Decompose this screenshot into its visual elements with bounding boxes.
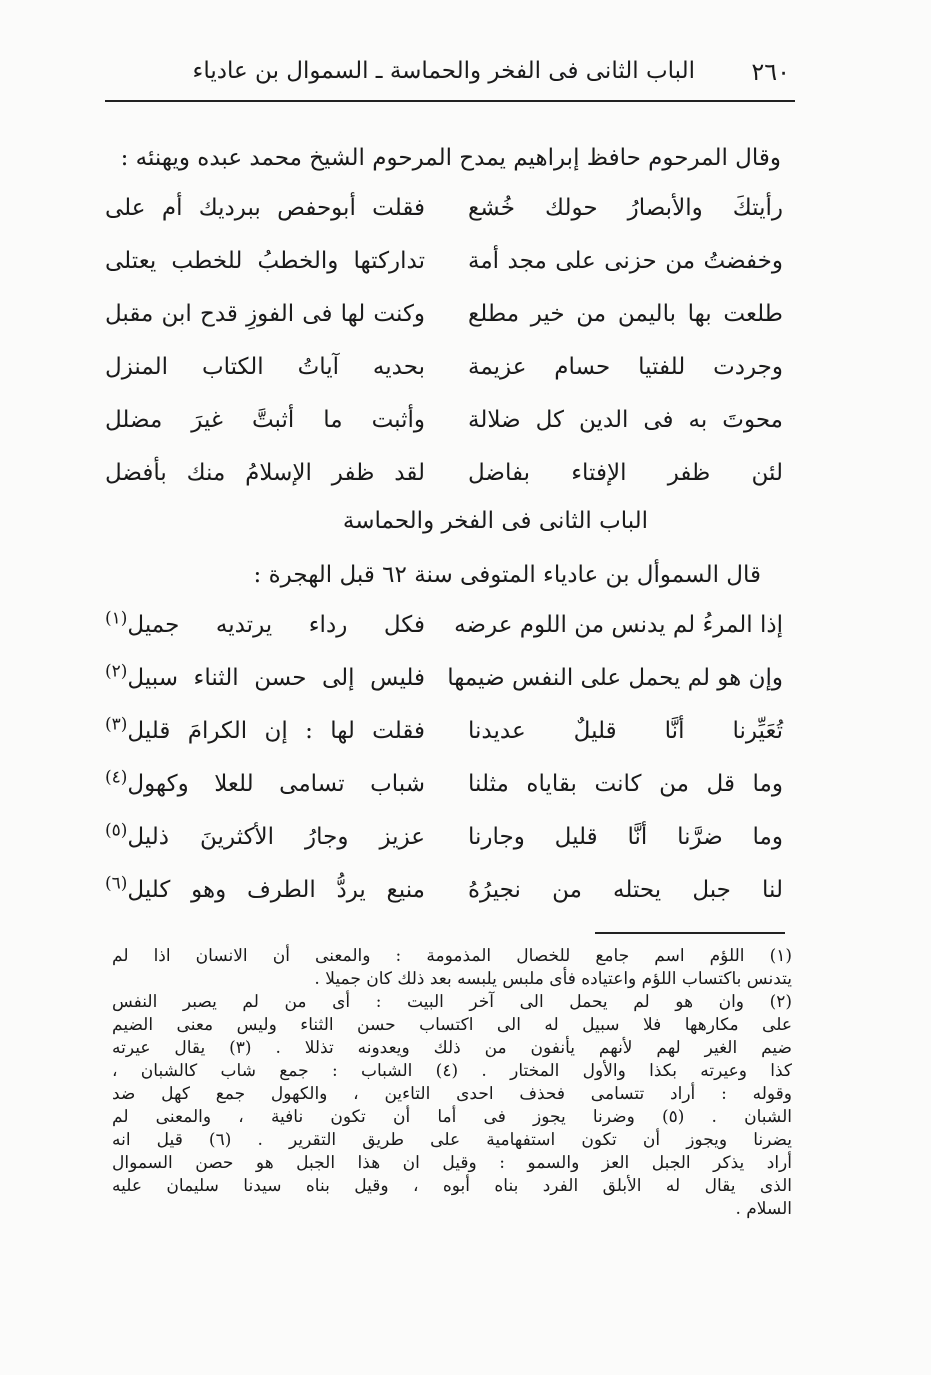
footnote-line: الذى يقال له الأبلق الفرد بناه أبوه ، وقيل بناه سيدنا سليمان عليه — [112, 1176, 792, 1196]
verse-second-hemistich — [105, 767, 425, 797]
verse-second-hemistich-text: تداركتها والخطبُ للخطب يعتلى — [105, 248, 425, 274]
verse-second-hemistich — [105, 608, 425, 638]
verse-second-hemistich-text: وكنت لها فى الفوزِ قدح ابن مقبل — [105, 301, 425, 327]
verse-first-hemistich: طلعت بها باليمن من خير مطلع — [468, 301, 783, 327]
verse-second-hemistich-text: وأثبت ما أثبتَّ غيرَ مضلل — [105, 407, 425, 433]
verse-first-hemistich: لنا جبل يحتله من نجيرُهُ — [468, 877, 783, 903]
verse-first-hemistich: رأيتكَ والأبصارُ حولك خُشع — [468, 195, 783, 221]
verse-second-hemistich-text: لقد ظفر الإسلامُ منك بأفضل — [105, 460, 425, 486]
footnote-marker: (٣) — [105, 714, 128, 735]
verse-second-hemistich — [105, 354, 425, 380]
footnote-line: وقوله : أراد تتسامى فحذف احدى التاءين ، والكهول جمع كهل ضد — [112, 1084, 792, 1104]
footnote-marker: (٢) — [105, 661, 128, 682]
verse-second-hemistich — [105, 248, 425, 274]
footnotes — [112, 945, 792, 1221]
verse-first-hemistich: وجردت للفتيا حسام عزيمة — [468, 354, 783, 380]
verse-first-hemistich: محوتَ به فى الدين كل ضلالة — [468, 407, 783, 433]
verse-second-hemistich — [105, 820, 425, 850]
footnote-rule — [595, 932, 785, 934]
page-number: ٢٦٠ — [751, 58, 790, 86]
footnote-line: يتدنس باكتساب اللؤم واعتياده فأى ملبس يلبسه بعد ذلك كان جميلا . — [314, 969, 792, 989]
verse-line — [105, 407, 783, 443]
running-header-title: الباب الثانى فى الفخر والحماسة ـ السموال بن عادياء — [192, 58, 695, 84]
verse-line — [105, 661, 783, 701]
footnote-line: الشبان . (٥) وضرنا يجوز فى أما أن تكون نافية ، والمعنى لم — [112, 1107, 792, 1127]
footnote-line: كذا وعيرته بكذا والأول المختار . (٤) الشباب : جمع شاب كالشبان ، — [112, 1061, 792, 1081]
verse-second-hemistich — [105, 195, 425, 221]
verse-second-hemistich — [105, 714, 425, 744]
verse-line — [105, 301, 783, 337]
intro-line-hafez: وقال المرحوم حافظ إبراهيم يمدح المرحوم الشيخ محمد عبده ويهنئه : — [120, 145, 781, 171]
verse-second-hemistich-text: فقلت أبوحفص ببرديك أم على — [105, 195, 425, 221]
running-header — [140, 56, 790, 96]
verse-second-hemistich-text: فكل رداء يرتديه جميل — [127, 612, 425, 638]
verse-first-hemistich: وما قل من كانت بقاياه مثلنا — [468, 771, 783, 797]
footnote-line: ضيم الغير لهم لأنهم يأنفون من ذلك ويعدونه تذللا . (٣) يقال عيرته — [112, 1038, 792, 1058]
verse-first-hemistich: وإن هو لم يحمل على النفس ضيمها — [447, 665, 783, 691]
verse-second-hemistich-text: بحديه آياتُ الكتاب المنزل — [105, 354, 425, 380]
verse-line — [105, 767, 783, 807]
verse-line — [105, 248, 783, 284]
verse-line — [105, 714, 783, 754]
verse-second-hemistich — [105, 460, 425, 486]
footnote-marker: (٦) — [105, 873, 128, 894]
header-rule — [105, 100, 795, 102]
intro-line-samawal: قال السموأل بن عادياء المتوفى سنة ٦٢ قبل الهجرة : — [253, 562, 761, 588]
verse-second-hemistich — [105, 407, 425, 433]
footnote-marker: (٤) — [105, 767, 128, 788]
footnote-marker: (٥) — [105, 820, 128, 841]
verse-second-hemistich-text: عزيز وجارُ الأكثرينَ ذليل — [127, 824, 425, 850]
section-heading: الباب الثانى فى الفخر والحماسة — [342, 508, 649, 534]
footnote-marker: (١) — [105, 608, 128, 629]
verse-first-hemistich: وخفضتُ من حزنى على مجد أمة — [468, 248, 783, 274]
footnote-line: (٢) وان هو لم يحمل الى آخر البيت : أى من لم يصبر النفس — [112, 992, 792, 1012]
verse-first-hemistich: تُعَيِّرنا أنَّا قليلٌ عديدنا — [468, 718, 783, 744]
footnote-line: على مكارهها فلا سبيل له الى اكتساب حسن الثناء وليس معنى الضيم — [112, 1015, 792, 1035]
verse-line — [105, 354, 783, 390]
verse-line — [105, 195, 783, 231]
footnote-line: السلام . — [735, 1199, 792, 1219]
verse-second-hemistich — [105, 301, 425, 327]
verse-first-hemistich: إذا المرءُ لم يدنس من اللوم عرضه — [454, 612, 783, 638]
footnote-line: (١) اللؤم اسم جامع للخصال المذمومة : والمعنى أن الانسان اذا لم — [112, 946, 792, 966]
verse-line — [105, 608, 783, 648]
verse-second-hemistich — [105, 661, 425, 691]
footnote-line: أراد يذكر الجبل العز والسمو : وقيل ان هذا الجبل هو حصن السموال — [112, 1153, 792, 1173]
verse-second-hemistich-text: فقلت لها : إن الكرامَ قليل — [127, 718, 425, 744]
verse-second-hemistich — [105, 873, 425, 903]
verse-second-hemistich-text: منيع يردُّ الطرف وهو كليل — [127, 877, 425, 903]
verse-line — [105, 460, 783, 496]
verse-line — [105, 873, 783, 913]
footnote-line: يضرنا ويجوز أن تكون استفهامية على طريق التقرير . (٦) قيل انه — [112, 1130, 793, 1150]
verse-second-hemistich-text: شباب تسامى للعلا وكهول — [127, 771, 425, 797]
verse-first-hemistich: وما ضرَّنا أنَّا قليل وجارنا — [468, 824, 783, 850]
verse-first-hemistich: لئن ظفر الإفتاء بفاضل — [468, 460, 783, 486]
verse-line — [105, 820, 783, 860]
verse-second-hemistich-text: فليس إلى حسن الثناء سبيل — [127, 665, 425, 691]
